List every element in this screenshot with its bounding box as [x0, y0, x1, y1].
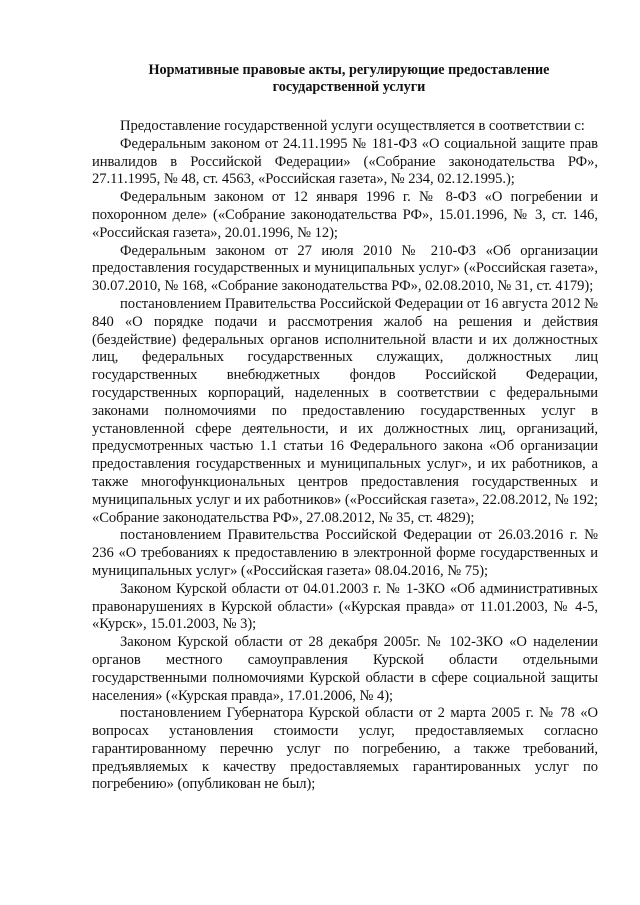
document-title-line-2: государственной услуги	[272, 79, 426, 95]
document-title-line-1: Нормативные правовые акты, регулирующие предоставление	[148, 62, 550, 78]
paragraph-resolution-840: постановлением Правительства Российской Федерации от 16 августа 2012 № 840 «О порядке подачи и рассмотрения жалоб на решения и действия (бездействие) федеральных органов исполнительной власти и их должностных лиц, федеральных государственных служащих, должностных лиц государственных внебюджетных фондов Российской Федерации, государственных корпораций, наделенных в соответствии с федеральными законами полномочиями по предоставлению государственных услуг в установленной сфере деятельности, и их должностных лиц, организаций, предусмотренных частью 1.1 статьи 16 Федерального закона «Об организации предоставления государственных и муниципальных услуг», и их работников, а также многофункциональных центров предоставления государственных и муниципальных услуг и их работников» («Российская газета», 22.08.2012, № 192; «Собрание законодательства РФ», 27.08.2012, № 35, ст. 4829);	[92, 295, 598, 526]
paragraph-kursk-law-1-zko: Законом Курской области от 04.01.2003 г. № 1-ЗКО «Об административных правонарушениях в Курской области» («Курская правда» от 11.01.2003, № 4-5, «Курск», 15.01.2003, № 3);	[92, 580, 598, 633]
document-title	[92, 62, 598, 96]
paragraph-law-181-fz: Федеральным законом от 24.11.1995 № 181-ФЗ «О социальной защите прав инвалидов в Российской Федерации» («Собрание законодательства РФ», 27.11.1995, № 48, ст. 4563, «Российская газета», № 234, 02.12.1995.);	[92, 135, 598, 188]
paragraph-resolution-236: постановлением Правительства Российской Федерации от 26.03.2016 г. № 236 «О требованиях к предоставлению в электронной форме государственных и муниципальных услуг» («Российская газета» 08.04.2016, № 75);	[92, 527, 598, 579]
document-body	[92, 118, 598, 794]
paragraph-law-8-fz: Федеральным законом от 12 января 1996 г. № 8-ФЗ «О погребении и похоронном деле» («Собрание законодательства РФ», 15.01.1996, № 3, ст. 146, «Российская газета», 20.01.1996, № 12);	[92, 189, 598, 241]
paragraph-governor-resolution-78: постановлением Губернатора Курской области от 2 марта 2005 г. № 78 «О вопросах установления стоимости услуг, предоставляемых согласно гарантированному перечню услуг по погребению, а также требований, предъявляемых к качеству предоставляемых гарантированных услуг по погребению» (опубликован не был);	[92, 705, 598, 793]
paragraph-kursk-law-102-zko: Законом Курской области от 28 декабря 2005г. № 102-ЗКО «О наделении органов местного самоуправления Курской области отдельными государственными полномочиями Курской области в сфере социальной защиты населения» («Курская правда», 17.01.2006, № 4);	[92, 634, 598, 704]
paragraph-law-210-fz: Федеральным законом от 27 июля 2010 № 210-ФЗ «Об организации предоставления государственных и муниципальных услуг» («Российская газета», 30.07.2010, № 168, «Собрание законодательства РФ», 02.08.2010, № 31, ст. 4179);	[92, 242, 598, 295]
paragraph-intro: Предоставление государственной услуги осуществляется в соответствии с:	[120, 118, 585, 134]
